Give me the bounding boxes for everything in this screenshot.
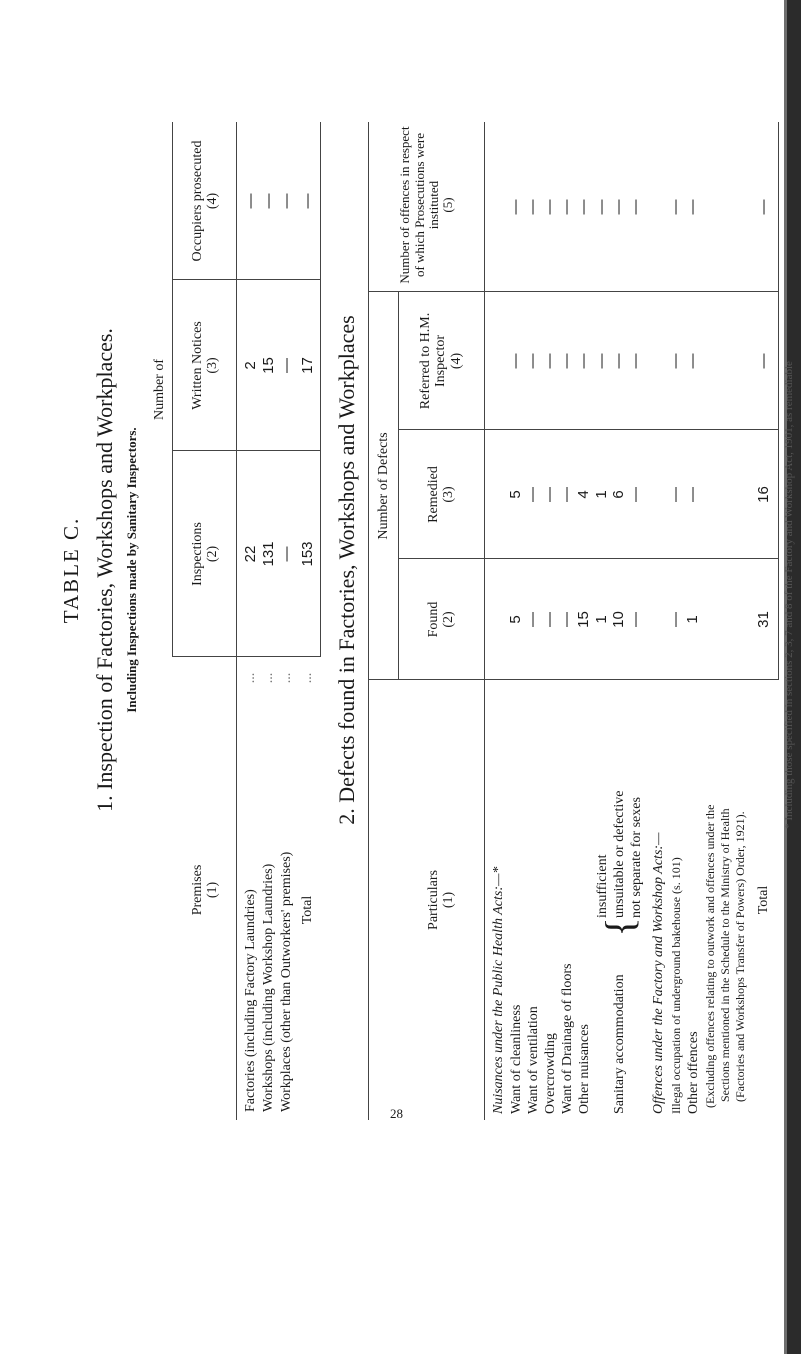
table2-col-referred-num: (4)	[448, 352, 464, 370]
table2-row-referred: —	[541, 353, 559, 369]
table2-col-offences	[372, 120, 482, 290]
table2-total-offences: —	[754, 199, 772, 215]
table2-col-particulars-label: Particulars	[425, 870, 441, 930]
table2-row-found: —	[541, 612, 559, 627]
table2-row-remedied: 5	[507, 490, 525, 499]
table1-col-premises	[175, 660, 235, 1120]
table2-row-offences: —	[541, 199, 559, 215]
table2-row-remedied: —	[524, 487, 542, 502]
table1-row-prosecuted: —	[241, 193, 259, 209]
table-title: TABLE C.	[58, 516, 83, 624]
table2-row-offences: —	[684, 199, 702, 215]
table1-col-prosecuted-num: (4)	[205, 192, 220, 210]
table2-row-remedied: —	[667, 487, 685, 502]
table2-row-remedied: —	[541, 487, 559, 502]
table2-row-remedied: —	[627, 487, 645, 502]
table2-row-referred: —	[593, 353, 611, 369]
section1-title: 1. Inspection of Factories, Workshops and Workplaces.	[92, 328, 118, 812]
table1-total-label: Total	[300, 895, 316, 925]
table2-total-remedied: 16	[754, 486, 772, 503]
section1-subtitle: Including Inspections made by Sanitary Inspectors.	[124, 427, 140, 713]
table1-row-inspections: 131	[259, 541, 277, 567]
table1-col-premises-label: Premises	[189, 864, 205, 916]
table2-col-referred-label: Referred to H.M. Inspector	[417, 312, 449, 410]
table2-col-found-label: Found	[425, 601, 441, 638]
table1-row-dots: ...	[243, 672, 259, 684]
table2-col-particulars	[400, 680, 482, 1120]
section2-title: 2. Defects found in Factories, Workshops and Workplaces	[334, 315, 360, 825]
table1-row-dots: ...	[261, 672, 277, 684]
table2-row-referred: —	[684, 353, 702, 369]
table2-excluding-line: (Factories and Workshops Transfer of Powers) Order, 1921).	[732, 811, 747, 1102]
table2-row-found: 5	[507, 615, 525, 624]
table1-col-inspections-label: Inspections	[189, 522, 205, 586]
table1-col-notices-num: (3)	[205, 357, 220, 374]
table2-row-label: unsuitable or defective	[611, 790, 627, 918]
table2-col-found	[400, 559, 482, 680]
table1-row-prosecuted: —	[277, 193, 295, 209]
table2-col-remedied	[400, 430, 482, 559]
table2-row-label: Want of ventilation	[525, 1006, 541, 1114]
table1-row-label: Workplaces (other than Outworkers' premises)	[279, 851, 295, 1112]
table1-col-notices-label: Written Notices	[189, 321, 205, 410]
table2-row-label: insufficient	[594, 854, 610, 918]
table2-row-found: 10	[610, 611, 628, 628]
table2-row-label: Other nuisances	[576, 1024, 592, 1114]
table2-row-remedied: 6	[610, 490, 628, 499]
table1-col-prosecuted	[175, 122, 235, 280]
table1-row-dots: ...	[279, 672, 295, 684]
table2-row-remedied: —	[558, 487, 576, 502]
table1-row-prosecuted: —	[259, 193, 277, 209]
table2-row-label: Want of cleanliness	[508, 1004, 524, 1114]
table2-row-referred: —	[627, 353, 645, 369]
table2-row-remedied: 4	[575, 490, 593, 499]
table2-row-found: —	[627, 612, 645, 627]
table2-row-referred: —	[507, 353, 525, 369]
table2-row-found: 1	[684, 615, 702, 624]
table2-row-offences: —	[558, 199, 576, 215]
table2-row-label: Other offences	[685, 1031, 701, 1114]
table2-row-label: Overcrowding	[542, 1033, 558, 1114]
table2-row-offences: —	[575, 199, 593, 215]
table2-row-referred: —	[610, 353, 628, 369]
footnote: * Including those specified in sections 2, 3, 7 and 8 of the Factory and Workshop Act, 1901, as remediable	[783, 361, 796, 829]
table2-heading-public-health: Nuisances under the Public Health Acts:—*	[491, 866, 507, 1114]
table2-row-remedied: —	[684, 487, 702, 502]
table1-col-inspections-num: (2)	[205, 545, 220, 563]
table2-row-found: 15	[575, 611, 593, 628]
table1-row-notices: 15	[259, 357, 277, 374]
table1-col-notices	[175, 280, 235, 451]
table2-total-found: 31	[754, 611, 772, 628]
table2-group-defects: Number of Defects	[376, 432, 392, 540]
table2-col-particulars-num: (1)	[441, 891, 456, 909]
table2-col-offences-num: (5)	[440, 197, 456, 213]
table1-header-group: Number of	[152, 358, 168, 421]
table1-row-notices: —	[277, 358, 295, 373]
table2-row-label: Want of Drainage of floors	[559, 963, 575, 1114]
table1-col-prosecuted-label: Occupiers prosecuted	[189, 140, 205, 262]
table2-row-label: Illegal occupation of underground bakehouse (s. 101)	[668, 857, 683, 1114]
table1-total-dots: ...	[300, 672, 316, 684]
table2-excluding-line: Sections mentioned in the Schedule to the Ministry of Health	[717, 808, 732, 1102]
table2-excluding-line: (Excluding offences relating to outwork and offences under the	[702, 804, 717, 1108]
table2-heading-factory-acts: Offences under the Factory and Workshop Acts:—	[651, 832, 667, 1114]
table1-row-label: Workshops (including Workshop Laundries)	[261, 863, 277, 1112]
table2-col-referred	[400, 292, 482, 430]
table2-row-label: not separate for sexes	[628, 797, 644, 918]
table2-row-offences: —	[507, 199, 525, 215]
table2-col-found-num: (2)	[441, 611, 456, 628]
table1-row-inspections: —	[277, 546, 295, 562]
table2-row-offences: —	[593, 199, 611, 215]
table2-row-found: —	[558, 612, 576, 627]
table2-row-offences: —	[524, 199, 542, 215]
table1-col-inspections	[175, 451, 235, 657]
brace-icon: {	[597, 917, 642, 937]
page-number: 28	[390, 1106, 403, 1121]
table2-row-offences: —	[667, 199, 685, 215]
table2-sanitary-label: Sanitary accommodation	[612, 974, 628, 1114]
table2-row-referred: —	[558, 353, 576, 369]
table2-row-found: —	[667, 612, 685, 627]
table2-col-offences-label: Number of offences in respect of which Prosecutions were instituted	[397, 126, 441, 284]
table1-total-notices: 17	[298, 357, 316, 374]
table1-row-inspections: 22	[241, 545, 259, 563]
table2-col-remedied-num: (3)	[441, 486, 456, 503]
table1-row-label: Factories (including Factory Laundries)	[243, 889, 259, 1112]
table2-row-referred: —	[575, 353, 593, 369]
table2-row-found: 1	[593, 615, 611, 624]
table2-row-referred: —	[667, 353, 685, 369]
table2-row-found: —	[524, 612, 542, 627]
table1-row-notices: 2	[241, 361, 259, 370]
table2-row-remedied: 1	[593, 490, 611, 499]
table2-row-offences: —	[610, 199, 628, 215]
table2-total-label: Total	[756, 885, 772, 915]
table1-col-premises-num: (1)	[205, 881, 220, 899]
table1-total-inspections: 153	[298, 541, 316, 567]
table2-total-referred: —	[754, 353, 772, 369]
table1-total-prosecuted: —	[298, 193, 316, 209]
table2-row-offences: —	[627, 199, 645, 215]
table2-row-referred: —	[524, 353, 542, 369]
table2-col-remedied-label: Remedied	[425, 466, 441, 523]
